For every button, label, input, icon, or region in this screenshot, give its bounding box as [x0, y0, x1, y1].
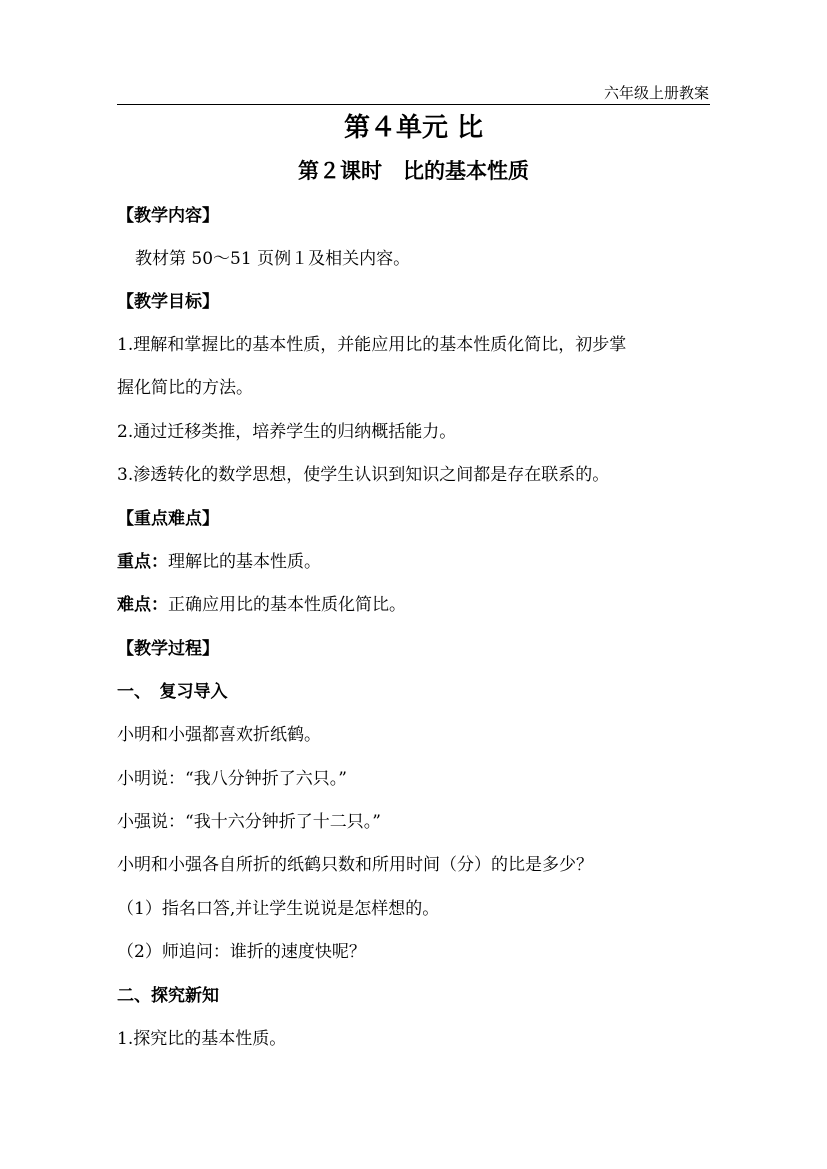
teaching-content-heading: 【教学内容】	[117, 206, 219, 226]
paragraph-4: 小明和小强各自所折的纸鹤只数和所用时间（分）的比是多少？	[117, 855, 593, 875]
difficulty-line	[117, 593, 406, 617]
document-header-label: 六年级上册教案	[603, 84, 709, 102]
key-point-text: 理解比的基本性质。	[168, 552, 321, 572]
paragraph-7: 1.探究比的基本性质。	[117, 1029, 287, 1049]
difficulty-text: 正确应用比的基本性质化简比。	[168, 595, 406, 615]
teaching-goals-heading: 【教学目标】	[117, 292, 219, 312]
goal-3: 3.渗透转化的数学思想，使学生认识到知识之间都是存在联系的。	[117, 465, 610, 485]
paragraph-3: 小强说：“我十六分钟折了十二只。”	[117, 812, 381, 832]
key-point-label: 重点：	[117, 552, 168, 572]
key-difficulty-heading: 【重点难点】	[117, 509, 219, 529]
unit-title: 第４单元 比	[343, 113, 484, 143]
teaching-content-text: 教材第 50～51 页例１及相关内容。	[135, 249, 411, 269]
key-point-line	[117, 550, 321, 574]
paragraph-5: （1）指名口答,并让学生说说是怎样想的。	[117, 899, 440, 919]
paragraph-6: （2）师追问：谁折的速度快呢？	[117, 942, 366, 962]
goal-1-line-2: 握化简比的方法。	[117, 378, 253, 398]
goal-2: 2.通过迁移类推，培养学生的归纳概括能力。	[117, 422, 457, 442]
header-divider	[117, 104, 710, 105]
goal-1-line-1: 1.理解和掌握比的基本性质，并能应用比的基本性质化简比，初步掌	[117, 335, 627, 355]
paragraph-2: 小明说：“我八分钟折了六只。”	[117, 769, 347, 789]
teaching-process-heading: 【教学过程】	[117, 639, 219, 659]
difficulty-label: 难点：	[117, 595, 168, 615]
paragraph-1: 小明和小强都喜欢折纸鹤。	[117, 725, 321, 745]
part-2-heading: 二、探究新知	[117, 986, 219, 1006]
part-1-heading: 一、 复习导入	[117, 682, 228, 702]
lesson-title: 第２课时 比的基本性质	[298, 159, 529, 183]
